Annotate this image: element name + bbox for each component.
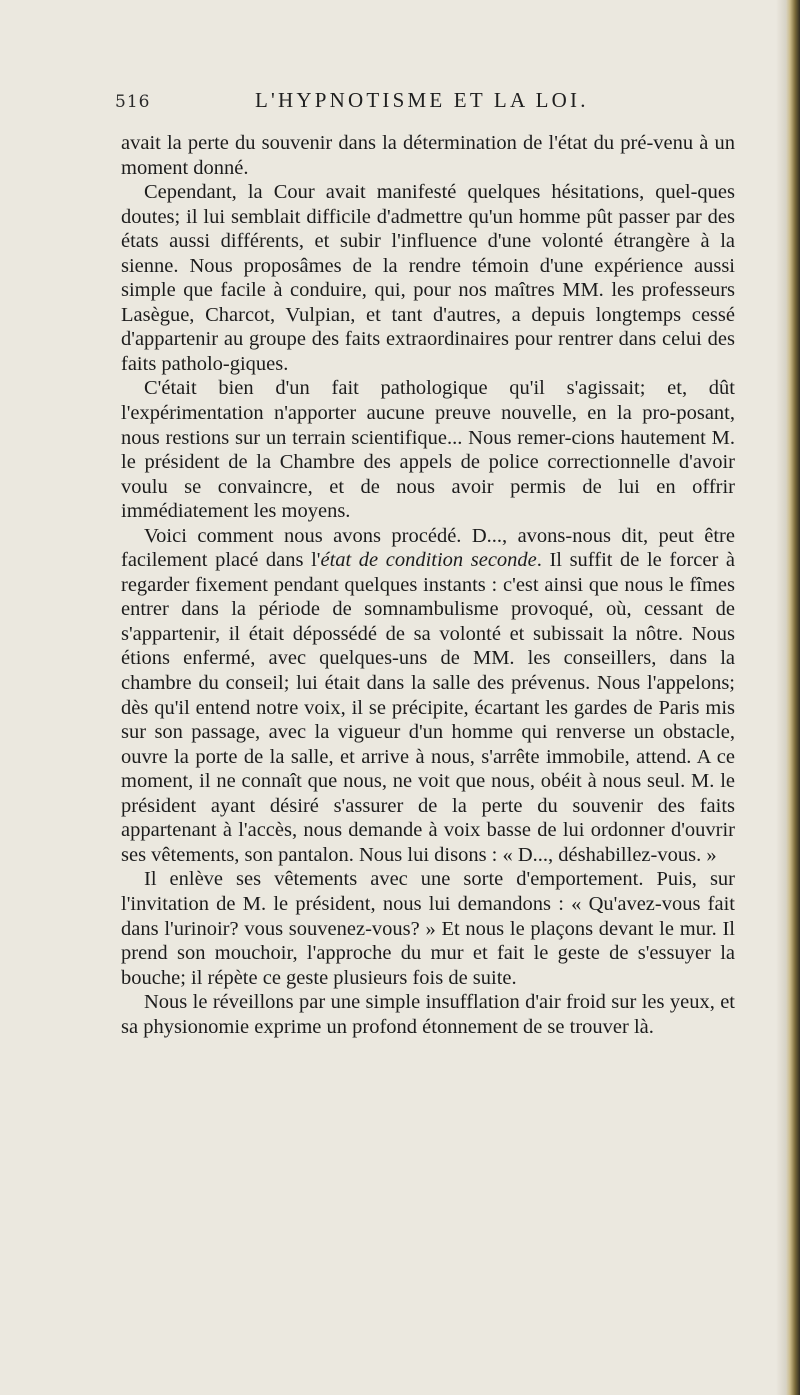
page-edge (786, 0, 800, 1395)
emphasis: état de condition seconde (320, 549, 537, 572)
paragraph: avait la perte du souvenir dans la détermination de l'état du pré-venu à un moment donné. (121, 132, 735, 179)
paragraph: Cependant, la Cour avait manifesté quelques hésitations, quel-ques doutes; il lui semblait difficile d'admettre qu'un homme pût passer par des états aussi différents, et subir l'influence d'une volonté étrangère à la sienne. Nous proposâmes de la rendre témoin d'une expérience aussi simple que facile à conduire, qui, pour nos maîtres MM. les professeurs Lasègue, Charcot, Vulpian, et tant d'autres, a depuis longtemps cessé d'appartenir au groupe des faits extraordinaires pour rentrer dans celui des faits patholo-giques. (121, 181, 735, 375)
body-text (121, 131, 735, 1039)
running-head (0, 88, 800, 118)
paragraph: Nous le réveillons par une simple insufflation d'air froid sur les yeux, et sa physionomie exprime un profond étonnement de se trouver là. (121, 991, 735, 1038)
paragraph: Voici comment nous avons procédé. D..., avons-nous dit, peut être facilement placé dans l'état de condition seconde. Il suffit de le forcer à regarder fixement pendant quelques instants : c'est ainsi que nous le fîmes entrer dans la période de somnambulisme provoqué, où, cessant de s'appartenir, il était dépossédé de sa volonté et subissait la nôtre. Nous étions enfermé, avec quelques-uns de MM. les conseillers, dans la chambre du conseil; lui était dans la salle des prévenus. Nous l'appelons; dès qu'il entend notre voix, il se précipite, écartant les gardes de Paris mis sur son passage, avec la vigueur d'un homme qui renverse un obstacle, ouvre la porte de la salle, et arrive à nous, s'arrête immobile, attend. A ce moment, il ne connaît que nous, ne voit que nous, obéit à nous seul. M. le président ayant désiré s'assurer de la perte du souvenir des faits appartenant à l'accès, nous demande à voix basse de lui ordonner d'ouvrir ses vêtements, son pantalon. Nous lui disons : « D..., déshabillez-vous. » (121, 524, 735, 866)
page-gutter-shadow (776, 0, 786, 1395)
page-number: 516 (115, 92, 151, 112)
paragraph: C'était bien d'un fait pathologique qu'il s'agissait; et, dût l'expérimentation n'apporter aucune preuve nouvelle, en la pro-posant, nous restions sur un terrain scientifique... Nous remer-cions hautement M. le président de la Chambre des appels de police correctionnelle d'avoir voulu se convaincre, et de nous avoir permis de lui en offrir immédiatement les moyens. (121, 377, 735, 523)
paragraph: Il enlève ses vêtements avec une sorte d'emportement. Puis, sur l'invitation de M. le président, nous lui demandons : « Qu'avez-vous fait dans l'urinoir? vous souvenez-vous? » Et nous le plaçons devant le mur. Il prend son mouchoir, l'approche du mur et fait le geste de s'essuyer la bouche; il répète ce geste plusieurs fois de suite. (121, 868, 735, 989)
running-title: L'HYPNOTISME ET LA LOI. (255, 88, 589, 112)
